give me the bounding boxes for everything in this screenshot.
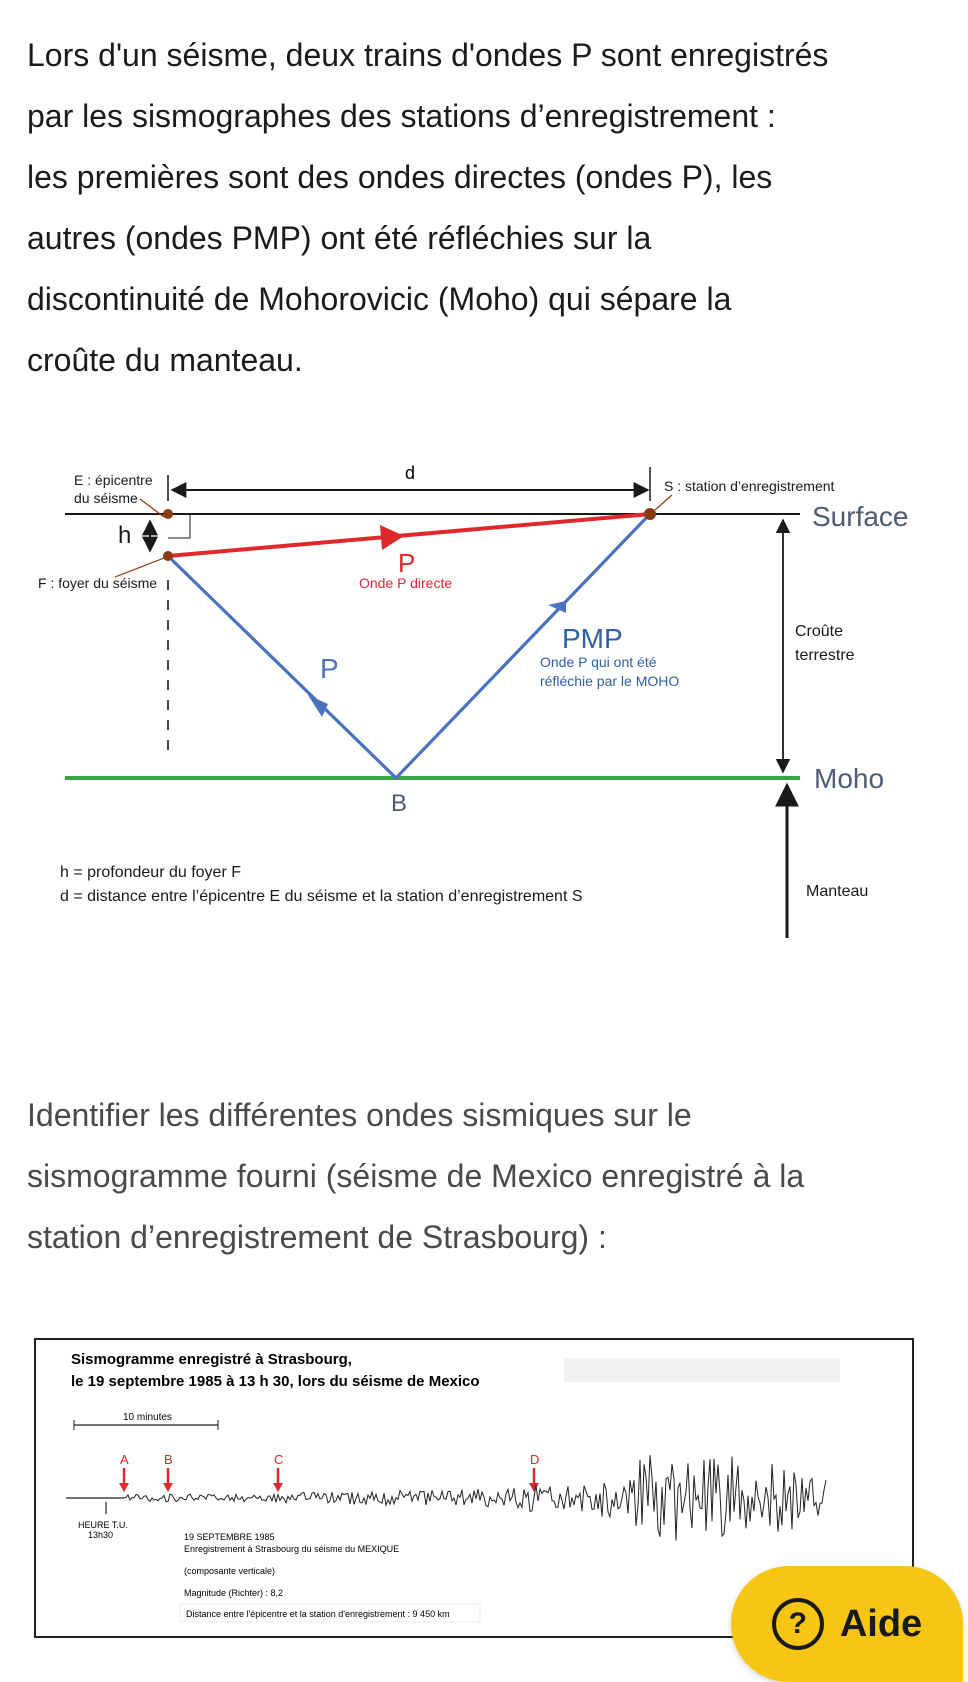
seismogram-redaction-box xyxy=(564,1358,840,1382)
direct-wave-arrowhead xyxy=(380,525,404,550)
info-magnitude: Magnitude (Richter) : 8,2 xyxy=(184,1588,284,1598)
epicentre-label-line2: du séisme xyxy=(74,490,138,506)
station-pointer xyxy=(655,495,672,510)
help-label: Aide xyxy=(839,1602,923,1645)
seismogram-title-line2: le 19 septembre 1985 à 13 h 30, lors du séisme de Mexico xyxy=(71,1373,480,1390)
distance-text: Distance entre l'épicentre et la station d'enregistrement : 9 450 km xyxy=(186,1609,450,1619)
marker-c-label: C xyxy=(274,1452,284,1467)
focus-label: F : foyer du séisme xyxy=(38,575,158,591)
marker-d-label: D xyxy=(530,1452,540,1467)
station-point xyxy=(644,508,656,520)
crust-label-line2: terrestre xyxy=(795,647,855,664)
point-b-label: B xyxy=(391,790,408,817)
intro-line: les premières sont des ondes directes (ondes P), les xyxy=(27,159,773,195)
intro-line: croûte du manteau. xyxy=(27,342,303,378)
pmp-label: PMP xyxy=(562,623,623,654)
marker-d-arrow xyxy=(529,1468,539,1492)
focus-point xyxy=(163,551,173,561)
pmp-description-line2: réfléchie par le MOHO xyxy=(540,673,680,689)
intro-paragraph xyxy=(27,25,947,391)
info-recording: Enregistrement à Strasbourg du séisme du MEXIQUE xyxy=(184,1544,400,1554)
distance-label: d xyxy=(404,463,416,483)
seismogram-title-line1: Sismogramme enregistré à Strasbourg, xyxy=(71,1351,352,1368)
legend-h: h = profondeur du foyer F xyxy=(60,864,241,881)
seismogram-trace xyxy=(124,1455,826,1540)
direct-wave-letter: P xyxy=(398,548,416,578)
legend-d: d = distance entre l’épicentre E du séisme et la station d’enregistrement S xyxy=(60,888,583,905)
scale-label: 10 minutes xyxy=(123,1412,172,1423)
marker-a-arrow xyxy=(119,1468,129,1492)
marker-b-arrow xyxy=(163,1468,173,1492)
question-paragraph xyxy=(27,1085,947,1268)
reflected-wave-down-letter: P xyxy=(320,653,339,684)
crust-label-line1: Croûte xyxy=(795,623,844,640)
question-line: Identifier les différentes ondes sismiques sur le xyxy=(27,1097,692,1133)
hour-label: HEURE T.U. xyxy=(78,1520,128,1530)
moho-label: Moho xyxy=(814,763,885,794)
intro-line: par les sismographes des stations d’enregistrement : xyxy=(27,98,776,134)
epicentre-label-line1: E : épicentre xyxy=(74,472,153,488)
intro-line: Lors d'un séisme, deux trains d'ondes P sont enregistrés xyxy=(27,37,829,73)
help-button[interactable] xyxy=(731,1566,963,1682)
question-circle-icon: ? xyxy=(772,1598,824,1650)
intro-line: autres (ondes PMP) ont été réfléchies sur la xyxy=(27,220,652,256)
depth-label: h xyxy=(118,522,132,549)
hour-value: 13h30 xyxy=(88,1530,114,1540)
marker-a-label: A xyxy=(120,1452,129,1467)
info-date: 19 SEPTEMBRE 1985 xyxy=(184,1532,275,1542)
marker-c-arrow xyxy=(273,1468,283,1492)
epicentre-point xyxy=(163,509,173,519)
reflected-wave-down-arrowhead xyxy=(308,695,328,717)
intro-line: discontinuité de Mohorovicic (Moho) qui sépare la xyxy=(27,281,732,317)
seismic-wave-diagram xyxy=(0,455,968,945)
info-component: (composante verticale) xyxy=(184,1566,276,1576)
station-label: S : station d’enregistrement xyxy=(664,478,835,494)
marker-b-label: B xyxy=(164,1452,173,1467)
surface-label: Surface xyxy=(812,501,909,532)
mantle-label: Manteau xyxy=(806,883,869,900)
question-line: sismogramme fourni (séisme de Mexico enregistré à la xyxy=(27,1158,805,1194)
direct-wave-label: Onde P directe xyxy=(359,575,453,591)
question-line: station d’enregistrement de Strasbourg) : xyxy=(27,1219,607,1255)
pmp-description-line1: Onde P qui ont été xyxy=(540,654,657,670)
